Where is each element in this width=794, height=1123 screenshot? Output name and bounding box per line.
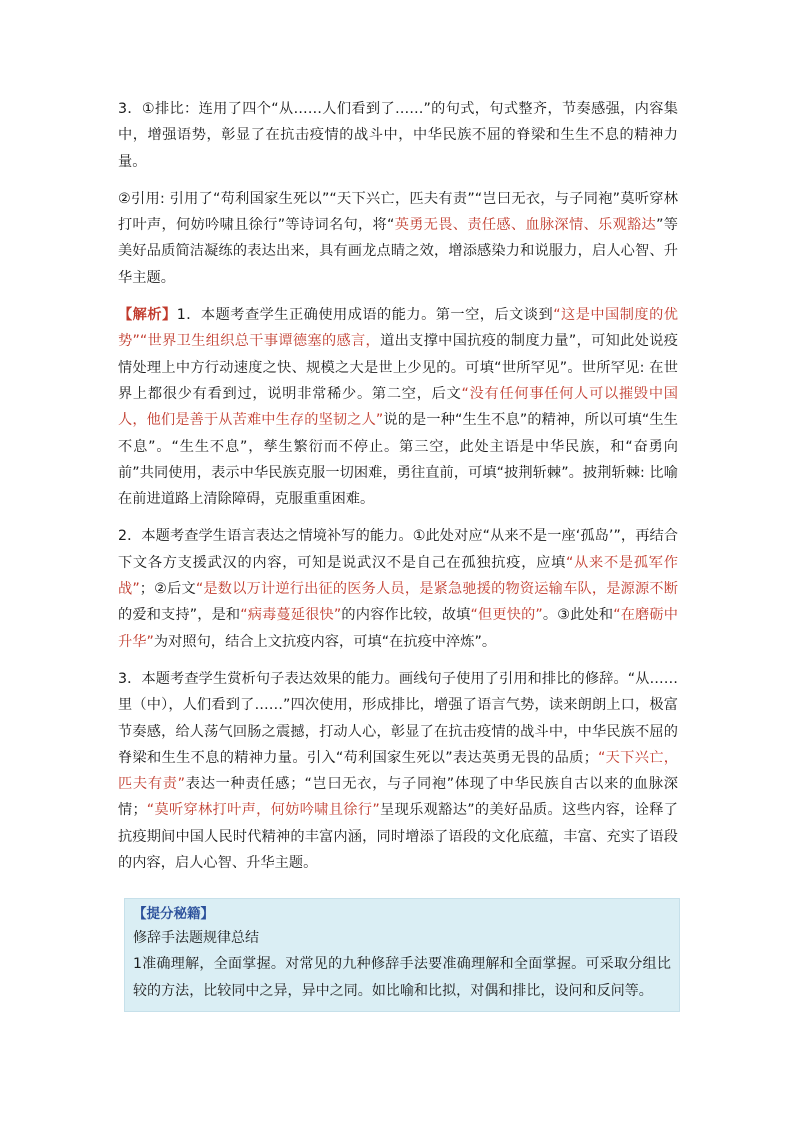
highlight-qualities: 英勇无畏、责任感、血脉深情、乐观豁达 bbox=[394, 217, 657, 234]
tip-box bbox=[124, 898, 680, 1012]
analysis-label: 【解析】 bbox=[118, 307, 177, 324]
answer-3-citation-paragraph: ②引用: 引用了“苟利国家生死以”“天下兴亡，匹夫有责”“岂曰无衣，与子同袍”莫听穿林打叶声，何妨吟啸且徐行”等诗词名句，将“英勇无畏、责任感、血脉深情、乐观豁达”等美好品质简洁凝练的表达出来，具有画龙点睛之效，增添感染力和说服力，启人心智、升华主题。 bbox=[118, 190, 678, 286]
tip-title: 【提分秘籍】 bbox=[133, 906, 214, 922]
analysis-1-paragraph: 【解析】1．本题考查学生正确使用成语的能力。第一空，后文谈到“这是中国制度的优势”“世界卫生组织总干事谭德塞的感言，道出支撑中国抗疫的制度力量”，可知此处说疫情处理上中方行动速度之快、规模之大是世上少见的。可填“世所罕见”。世所罕见: 在世界上都很少有看到过，说明非常稀少。第二空，后文“没有任何事任何人可以摧毁中国人，他们是善于从苦难中生存的坚韧之人”说的是一种“生生不息”的精神，所以可填“生生不息”。“生生不息”，孳生繁衍而不停止。第三空，此处主语是中华民族，和“奋勇向前”共同使用，表示中华民族克服一切困难，勇往直前，可填“披荆斩棘”。披荆斩棘: 比喻在前进道路上清除障碍，克服重重困难。 bbox=[118, 307, 679, 508]
answer-3-paragraph: 3．①排比：连用了四个“从……人们看到了……”的句式，句式整齐，节奏感强，内容集中，增强语势，彰显了在抗击疫情的战斗中，中华民族不屈的脊梁和生生不息的精神力量。 bbox=[118, 101, 678, 170]
tip-subtitle: 修辞手法题规律总结 bbox=[133, 930, 259, 946]
document-page bbox=[118, 96, 678, 887]
analysis-3-paragraph: 3．本题考查学生赏析句子表达效果的能力。画线句子使用了引用和排比的修辞。“从……里（中），人们看到了……”四次使用，形成排比，增强了语言气势，读来朗朗上口，极富节奏感，给人荡气回肠之震撼，打动人心，彰显了在抗击疫情的战斗中，中华民族不屈的脊梁和生生不息的精神力量。引入“苟利国家生死以”表达英勇无畏的品质；“天下兴亡，匹夫有责”表达一种责任感；“岂曰无衣，与子同袍”体现了中华民族自古以来的血脉深情；“莫听穿林打叶声，何妨吟啸且徐行”呈现乐观豁达”的美好品质。这些内容，诠释了抗疫期间中国人民时代精神的丰富内涵，同时增添了语段的文化底蕴，丰富、充实了语段的内容，启人心智、升华主题。 bbox=[118, 670, 679, 872]
analysis-2-paragraph: 2．本题考查学生语言表达之情境补写的能力。①此处对应“从来不是一座‘孤岛’”，再结合下文各方支援武汉的内容，可知是说武汉不是自己在孤独抗疫，应填“从来不是孤军作战”；②后文“是数以万计逆行出征的医务人员，是紧急驰援的物资运输车队，是源源不断的爱和支持”，是和“病毒蔓延很快”的内容作比较，故填“但更快的”。③此处和“在磨砺中升华”为对照句，结合上文抗疫内容，可填“在抗疫中淬炼”。 bbox=[118, 528, 678, 650]
tip-body: 1准确理解，全面掌握。对常见的九种修辞手法要准确理解和全面掌握。可采取分组比较的方法，比较同中之异，异中之同。如比喻和比拟，对偶和排比，设问和反问等。 bbox=[133, 956, 671, 999]
